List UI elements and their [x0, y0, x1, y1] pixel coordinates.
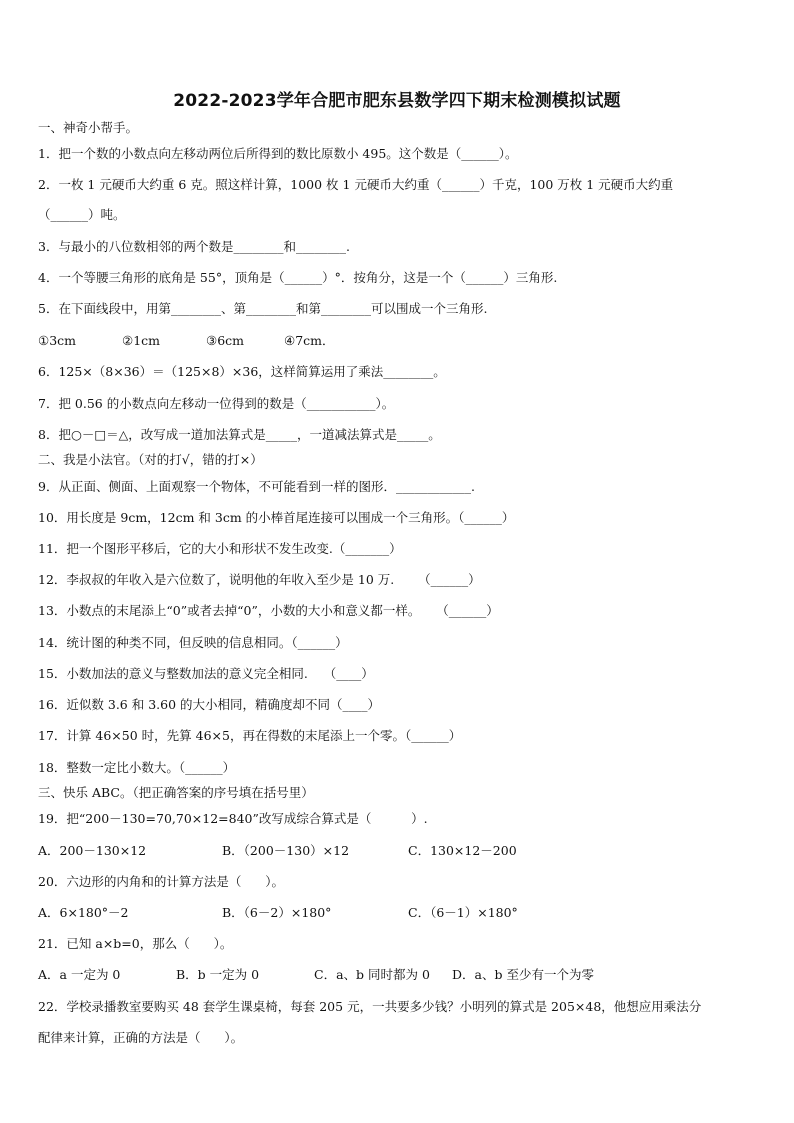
question-10: 10．用长度是 9cm，12cm 和 3cm 的小棒首尾连接可以围成一个三角形。（______）: [38, 510, 515, 525]
section-heading-3: 三、快乐 ABC。（把正确答案的序号填在括号里）: [38, 785, 314, 800]
choice-c: C．a、b 同时都为 0: [314, 967, 430, 982]
question-19: 19．把“200－130=70,70×12=840”改写成综合算式是（ ）.: [38, 811, 428, 826]
segment-option: ③6cm: [206, 333, 245, 348]
section-heading-2: 二、我是小法官。（对的打√，错的打×）: [38, 452, 263, 467]
choice-d: D．a、b 至少有一个为零: [452, 967, 594, 982]
question-22-cont: 配律来计算，正确的方法是（ ）。: [38, 1030, 244, 1045]
question-6: 6．125×（8×36）＝（125×8）×36，这样简算运用了乘法________。: [38, 364, 446, 379]
section-heading-1: 一、神奇小帮手。: [38, 120, 139, 135]
segment-option: ②1cm: [122, 333, 161, 348]
choice-b: B．（200－130）×12: [222, 843, 350, 858]
segment-option: ①3cm: [38, 333, 77, 348]
question-7: 7．把 0.56 的小数点向左移动一位得到的数是（___________）。: [38, 396, 395, 411]
question-2: 2．一枚 1 元硬币大约重 6 克。照这样计算，1000 枚 1 元硬币大约重（______）千克，100 万枚 1 元硬币大约重: [38, 177, 674, 192]
question-20: 20．六边形的内角和的计算方法是（ ）。: [38, 874, 284, 889]
question-14: 14．统计图的种类不同，但反映的信息相同。（______）: [38, 635, 348, 650]
question-2-cont: （______）吨。: [38, 207, 126, 222]
question-11: 11．把一个图形平移后，它的大小和形状不发生改变.（_______）: [38, 541, 402, 556]
question-3: 3．与最小的八位数相邻的两个数是________和________.: [38, 239, 350, 254]
question-9: 9．从正面、侧面、上面观察一个物体，不可能看到一样的图形．____________.: [38, 479, 475, 494]
question-4: 4．一个等腰三角形的底角是 55°，顶角是（______）°．按角分，这是一个（______）三角形.: [38, 270, 558, 285]
choice-a: A．200－130×12: [38, 843, 147, 858]
question-1: 1．把一个数的小数点向左移动两位后所得到的数比原数小 495。这个数是（______）。: [38, 146, 518, 161]
question-12: 12．李叔叔的年收入是六位数了，说明他的年收入至少是 10 万. （______）: [38, 572, 481, 587]
page-title: 2022-2023学年合肥市肥东县数学四下期末检测模拟试题: [173, 91, 621, 111]
choice-b: B．b 一定为 0: [176, 967, 260, 982]
question-16: 16．近似数 3.6 和 3.60 的大小相同，精确度却不同（____）: [38, 697, 381, 712]
question-15: 15．小数加法的意义与整数加法的意义完全相同. （____）: [38, 666, 374, 681]
question-5: 5．在下面线段中，用第________、第________和第________可以围成一个三角形.: [38, 301, 488, 316]
segment-option: ④7cm．: [284, 333, 335, 348]
question-17: 17．计算 46×50 时，先算 46×5，再在得数的末尾添上一个零。（______）: [38, 728, 462, 743]
choice-a: A．a 一定为 0: [38, 967, 121, 982]
question-21: 21．已知 a×b=0，那么（ ）。: [38, 936, 233, 951]
choice-c: C．130×12－200: [408, 843, 517, 858]
question-13: 13．小数点的末尾添上“0”或者去掉“0”，小数的大小和意义都一样。 （______）: [38, 603, 499, 618]
choice-b: B．（6－2）×180°: [222, 905, 332, 920]
choice-c: C．（6－1）×180°: [408, 905, 518, 920]
question-18: 18．整数一定比小数大。（______）: [38, 760, 236, 775]
question-8: 8．把○－□＝△，改写成一道加法算式是_____，一道减法算式是_____。: [38, 427, 441, 442]
choice-a: A．6×180°－2: [38, 905, 129, 920]
question-22: 22．学校录播教室要购买 48 套学生课桌椅，每套 205 元，一共要多少钱？小明列的算式是 205×48，他想应用乘法分: [38, 999, 702, 1014]
